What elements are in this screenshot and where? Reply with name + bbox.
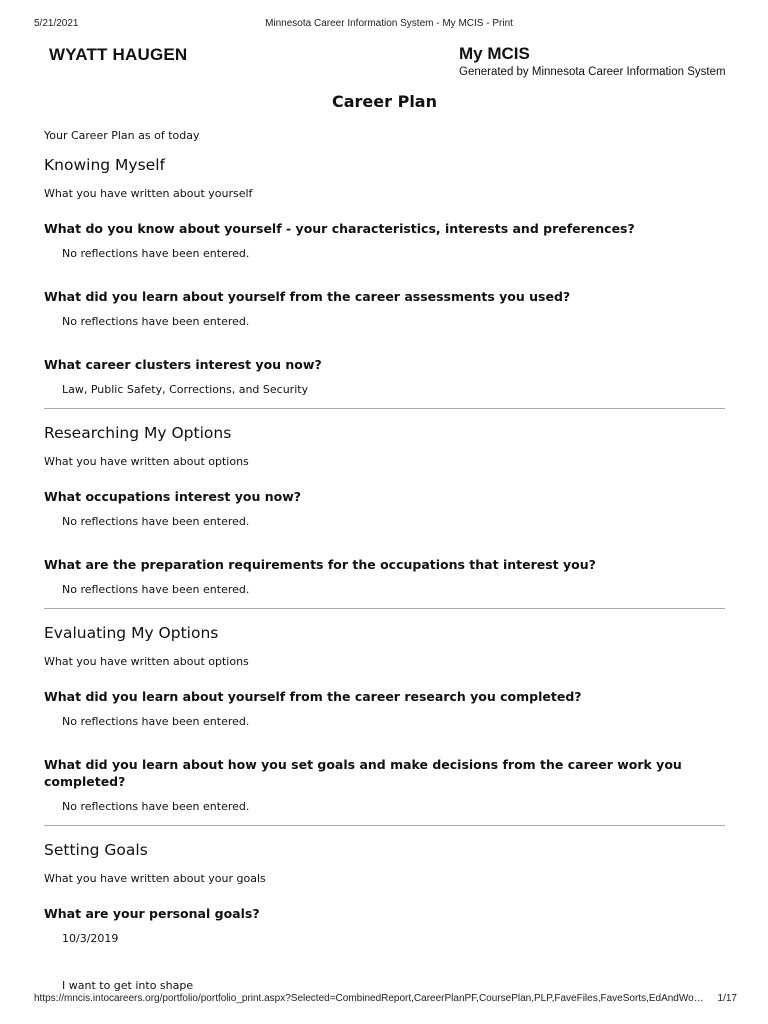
question: What did you learn about how you set goals and make decisions from the career work you completed? xyxy=(44,757,682,789)
answer: I want to get into shape xyxy=(62,979,194,992)
question: What do you know about yourself - your characteristics, interests and preferences? xyxy=(44,221,635,236)
answer: Law, Public Safety, Corrections, and Security xyxy=(62,383,309,396)
section-setting-goals xyxy=(44,841,725,992)
section-divider xyxy=(44,825,725,826)
question: What did you learn about yourself from the career research you completed? xyxy=(44,689,582,704)
answer: No reflections have been entered. xyxy=(62,715,250,728)
section-title: Setting Goals xyxy=(44,841,148,859)
career-plan-content xyxy=(44,92,725,1020)
brand-name: My MCIS xyxy=(459,44,530,63)
section-description: What you have written about yourself xyxy=(44,187,253,200)
section-divider xyxy=(44,408,725,409)
print-date: 5/21/2021 xyxy=(34,18,79,29)
brand-subtitle: Generated by Minnesota Career Information System xyxy=(459,66,726,78)
footer-url: https://mncis.intocareers.org/portfolio/portfolio_print.aspx?Selected=CombinedReport,CareerPlanPF,CoursePlan,PLP,FaveFiles,FaveSorts,EdAndWo… xyxy=(34,993,704,1004)
as-of-text: Your Career Plan as of today xyxy=(44,129,200,142)
section-researching-my-options xyxy=(44,424,725,596)
question: What are your personal goals? xyxy=(44,906,260,921)
section-title: Knowing Myself xyxy=(44,156,165,174)
page-number: 1/17 xyxy=(717,993,737,1004)
section-description: What you have written about your goals xyxy=(44,872,266,885)
question: What career clusters interest you now? xyxy=(44,357,322,372)
print-title: Minnesota Career Information System - My MCIS - Print xyxy=(265,18,513,29)
section-description: What you have written about options xyxy=(44,655,249,668)
page-title: Career Plan xyxy=(332,92,437,111)
brand-block xyxy=(459,44,726,78)
answer: No reflections have been entered. xyxy=(62,800,250,813)
answer: No reflections have been entered. xyxy=(62,583,250,596)
section-title: Evaluating My Options xyxy=(44,624,219,642)
answer: No reflections have been entered. xyxy=(62,247,250,260)
student-name: WYATT HAUGEN xyxy=(49,45,188,64)
question: What did you learn about yourself from the career assessments you used? xyxy=(44,289,571,304)
section-divider xyxy=(44,608,725,609)
answer: No reflections have been entered. xyxy=(62,515,250,528)
section-title: Researching My Options xyxy=(44,424,232,442)
section-description: What you have written about options xyxy=(44,455,249,468)
answer-date: 10/3/2019 xyxy=(62,932,119,945)
section-knowing-myself xyxy=(44,156,725,396)
answer: No reflections have been entered. xyxy=(62,315,250,328)
question: What occupations interest you now? xyxy=(44,489,301,504)
question: What are the preparation requirements for the occupations that interest you? xyxy=(44,557,596,572)
section-evaluating-my-options xyxy=(44,624,725,813)
